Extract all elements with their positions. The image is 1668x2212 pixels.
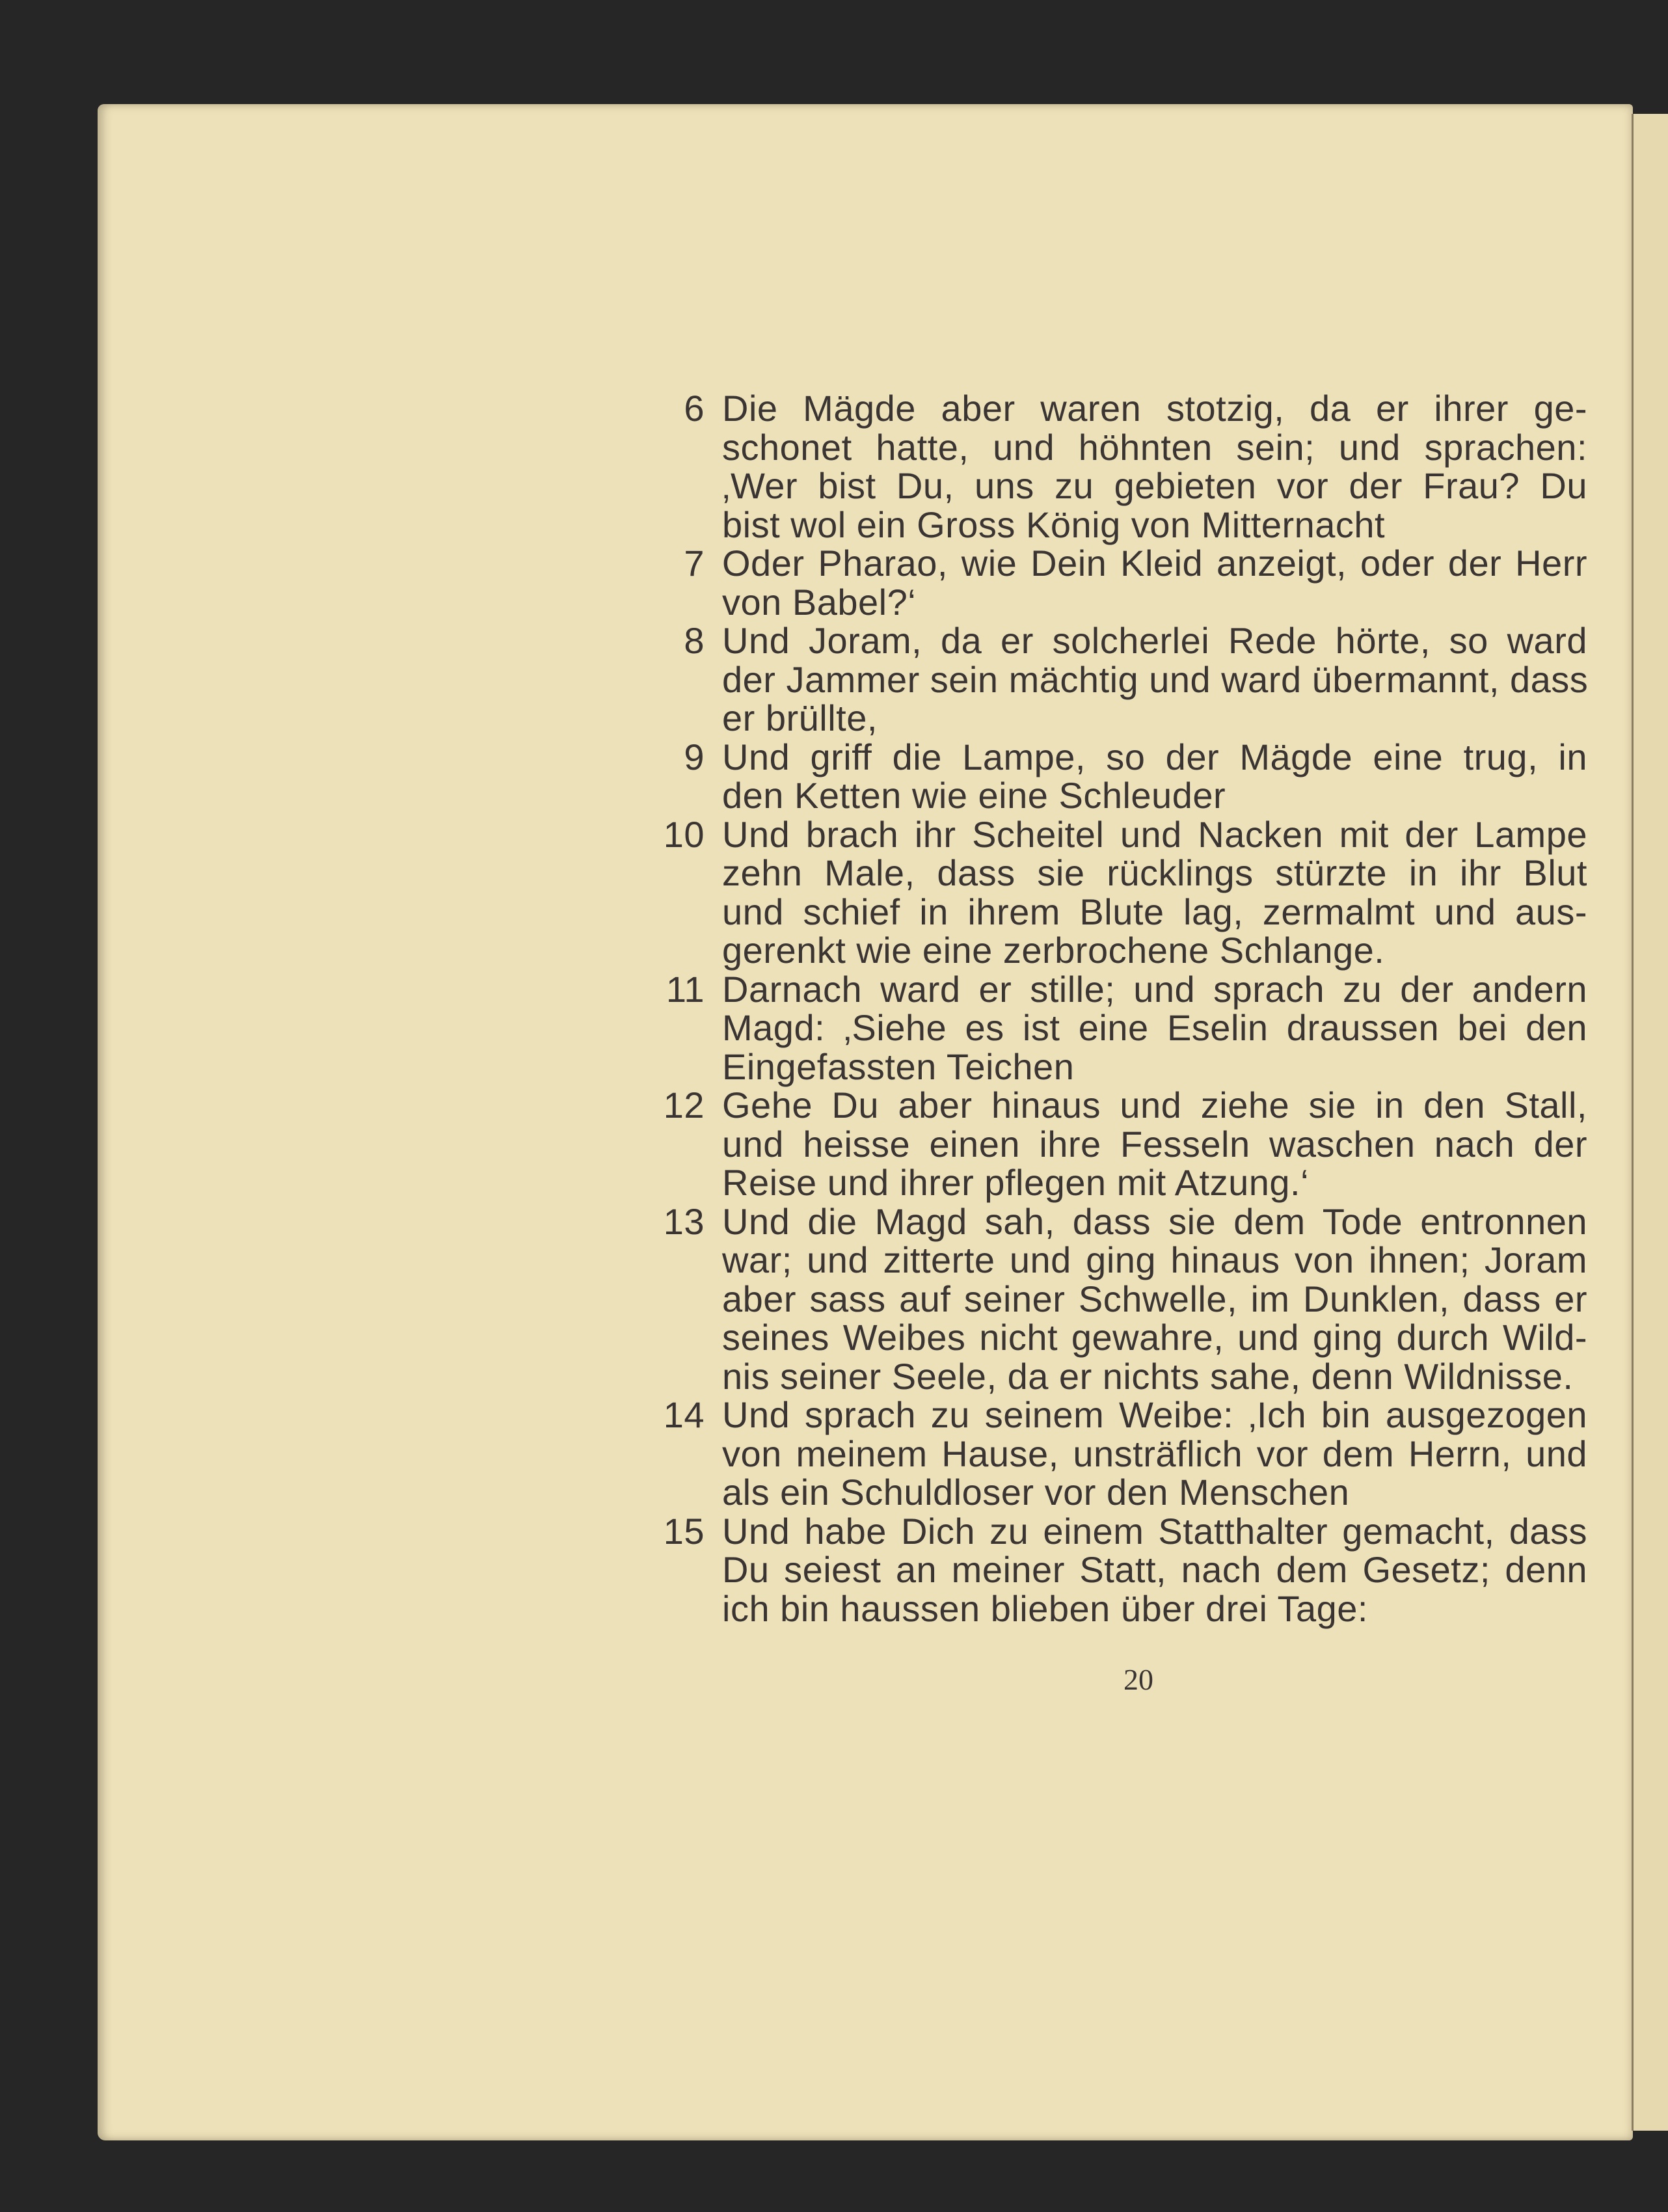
verse-line: Du seiest an meiner Statt, nach dem Gesetz; denn [722, 1549, 1587, 1590]
verse-line: Und die Magd sah, dass sie dem Tode entronnen [722, 1200, 1587, 1242]
verse-line: Reise und ihrer pflegen mit Atzung.‘ [722, 1162, 1310, 1203]
verse-line: Und sprach zu seinem Weibe: ‚Ich bin ausgezogen [722, 1394, 1587, 1435]
verse-line: Die Mägde aber waren stotzig, da er ihrer ge- [722, 388, 1587, 429]
verse-line: ‚Wer bist Du, uns zu gebieten vor der Frau? Du [722, 465, 1587, 506]
verse-number: 10 [663, 813, 705, 855]
verse-line: und schief in ihrem Blute lag, zermalmt und aus- [722, 891, 1587, 932]
page-number: 20 [1123, 1663, 1153, 1696]
verse-number: 9 [684, 736, 705, 777]
verse-line: aber sass auf seiner Schwelle, im Dunklen, dass er [722, 1278, 1587, 1319]
verse-line: als ein Schuldloser vor den Menschen [722, 1472, 1350, 1513]
verse-line: Und Joram, da er solcherlei Rede hörte, so ward [722, 620, 1587, 661]
verse-line: Und griff die Lampe, so der Mägde eine trug, in [722, 736, 1587, 777]
verse-line: Und brach ihr Scheitel und Nacken mit der Lampe [722, 813, 1587, 855]
verse-line: Darnach ward er stille; und sprach zu der andern [722, 968, 1587, 1010]
verse [638, 1086, 1587, 1202]
verse-number: 11 [666, 968, 705, 1010]
verse-line: und heisse einen ihre Fesseln waschen nach der [722, 1123, 1587, 1165]
verse [638, 389, 1587, 544]
verse-line: Magd: ‚Siehe es ist eine Eselin draussen bei den [722, 1007, 1587, 1048]
verse [638, 1396, 1587, 1512]
verse-line: von meinem Hause, unsträflich vor dem Herrn, und [722, 1433, 1587, 1474]
verse-number: 12 [663, 1085, 705, 1126]
verse-number: 8 [684, 620, 705, 661]
verse-number: 13 [663, 1200, 705, 1242]
verse [638, 621, 1587, 738]
verse-number: 7 [684, 543, 705, 584]
verse-line: seines Weibes nicht gewahre, und ging durch Wild- [722, 1317, 1587, 1358]
verse [638, 815, 1587, 970]
verse [638, 738, 1587, 815]
verse [638, 1512, 1587, 1628]
verse-line: zehn Male, dass sie rücklings stürzte in ihr Blut [722, 852, 1587, 893]
verse-number: 15 [663, 1510, 705, 1552]
verse-line: nis seiner Seele, da er nichts sahe, denn Wildnisse. [722, 1355, 1574, 1397]
verse-line: war; und zitterte und ging hinaus von ihnen; Joram [722, 1239, 1587, 1280]
next-page-edge [1632, 114, 1668, 2131]
verse-line: Und habe Dich zu einem Statthalter gemacht, dass [722, 1510, 1587, 1552]
verse-line: der Jammer sein mächtig und ward übermannt, dass [722, 658, 1589, 700]
verse-number: 14 [663, 1394, 705, 1435]
verse-line: den Ketten wie eine Schleuder [722, 775, 1226, 816]
verse-line: Oder Pharao, wie Dein Kleid anzeigt, oder der Herr [722, 543, 1587, 584]
verse-line: schonet hatte, und höhnten sein; und sprachen: [722, 426, 1587, 468]
verse-line: ich bin haussen blieben über drei Tage: [722, 1587, 1368, 1629]
verse-number: 6 [684, 388, 705, 429]
verse-line: gerenkt wie eine zerbrochene Schlange. [722, 930, 1385, 971]
verse-line: Gehe Du aber hinaus und ziehe sie in den Stall, [722, 1085, 1587, 1126]
verse [638, 970, 1587, 1086]
verse-line: er brüllte, [722, 697, 878, 738]
verse [638, 1202, 1587, 1396]
verse-line: Eingefassten Teichen [722, 1045, 1075, 1087]
verse-line: von Babel?‘ [722, 581, 917, 623]
verse-text-block [638, 389, 1587, 1628]
verse [638, 544, 1587, 621]
verse-line: bist wol ein Gross König von Mitternacht [722, 504, 1386, 545]
